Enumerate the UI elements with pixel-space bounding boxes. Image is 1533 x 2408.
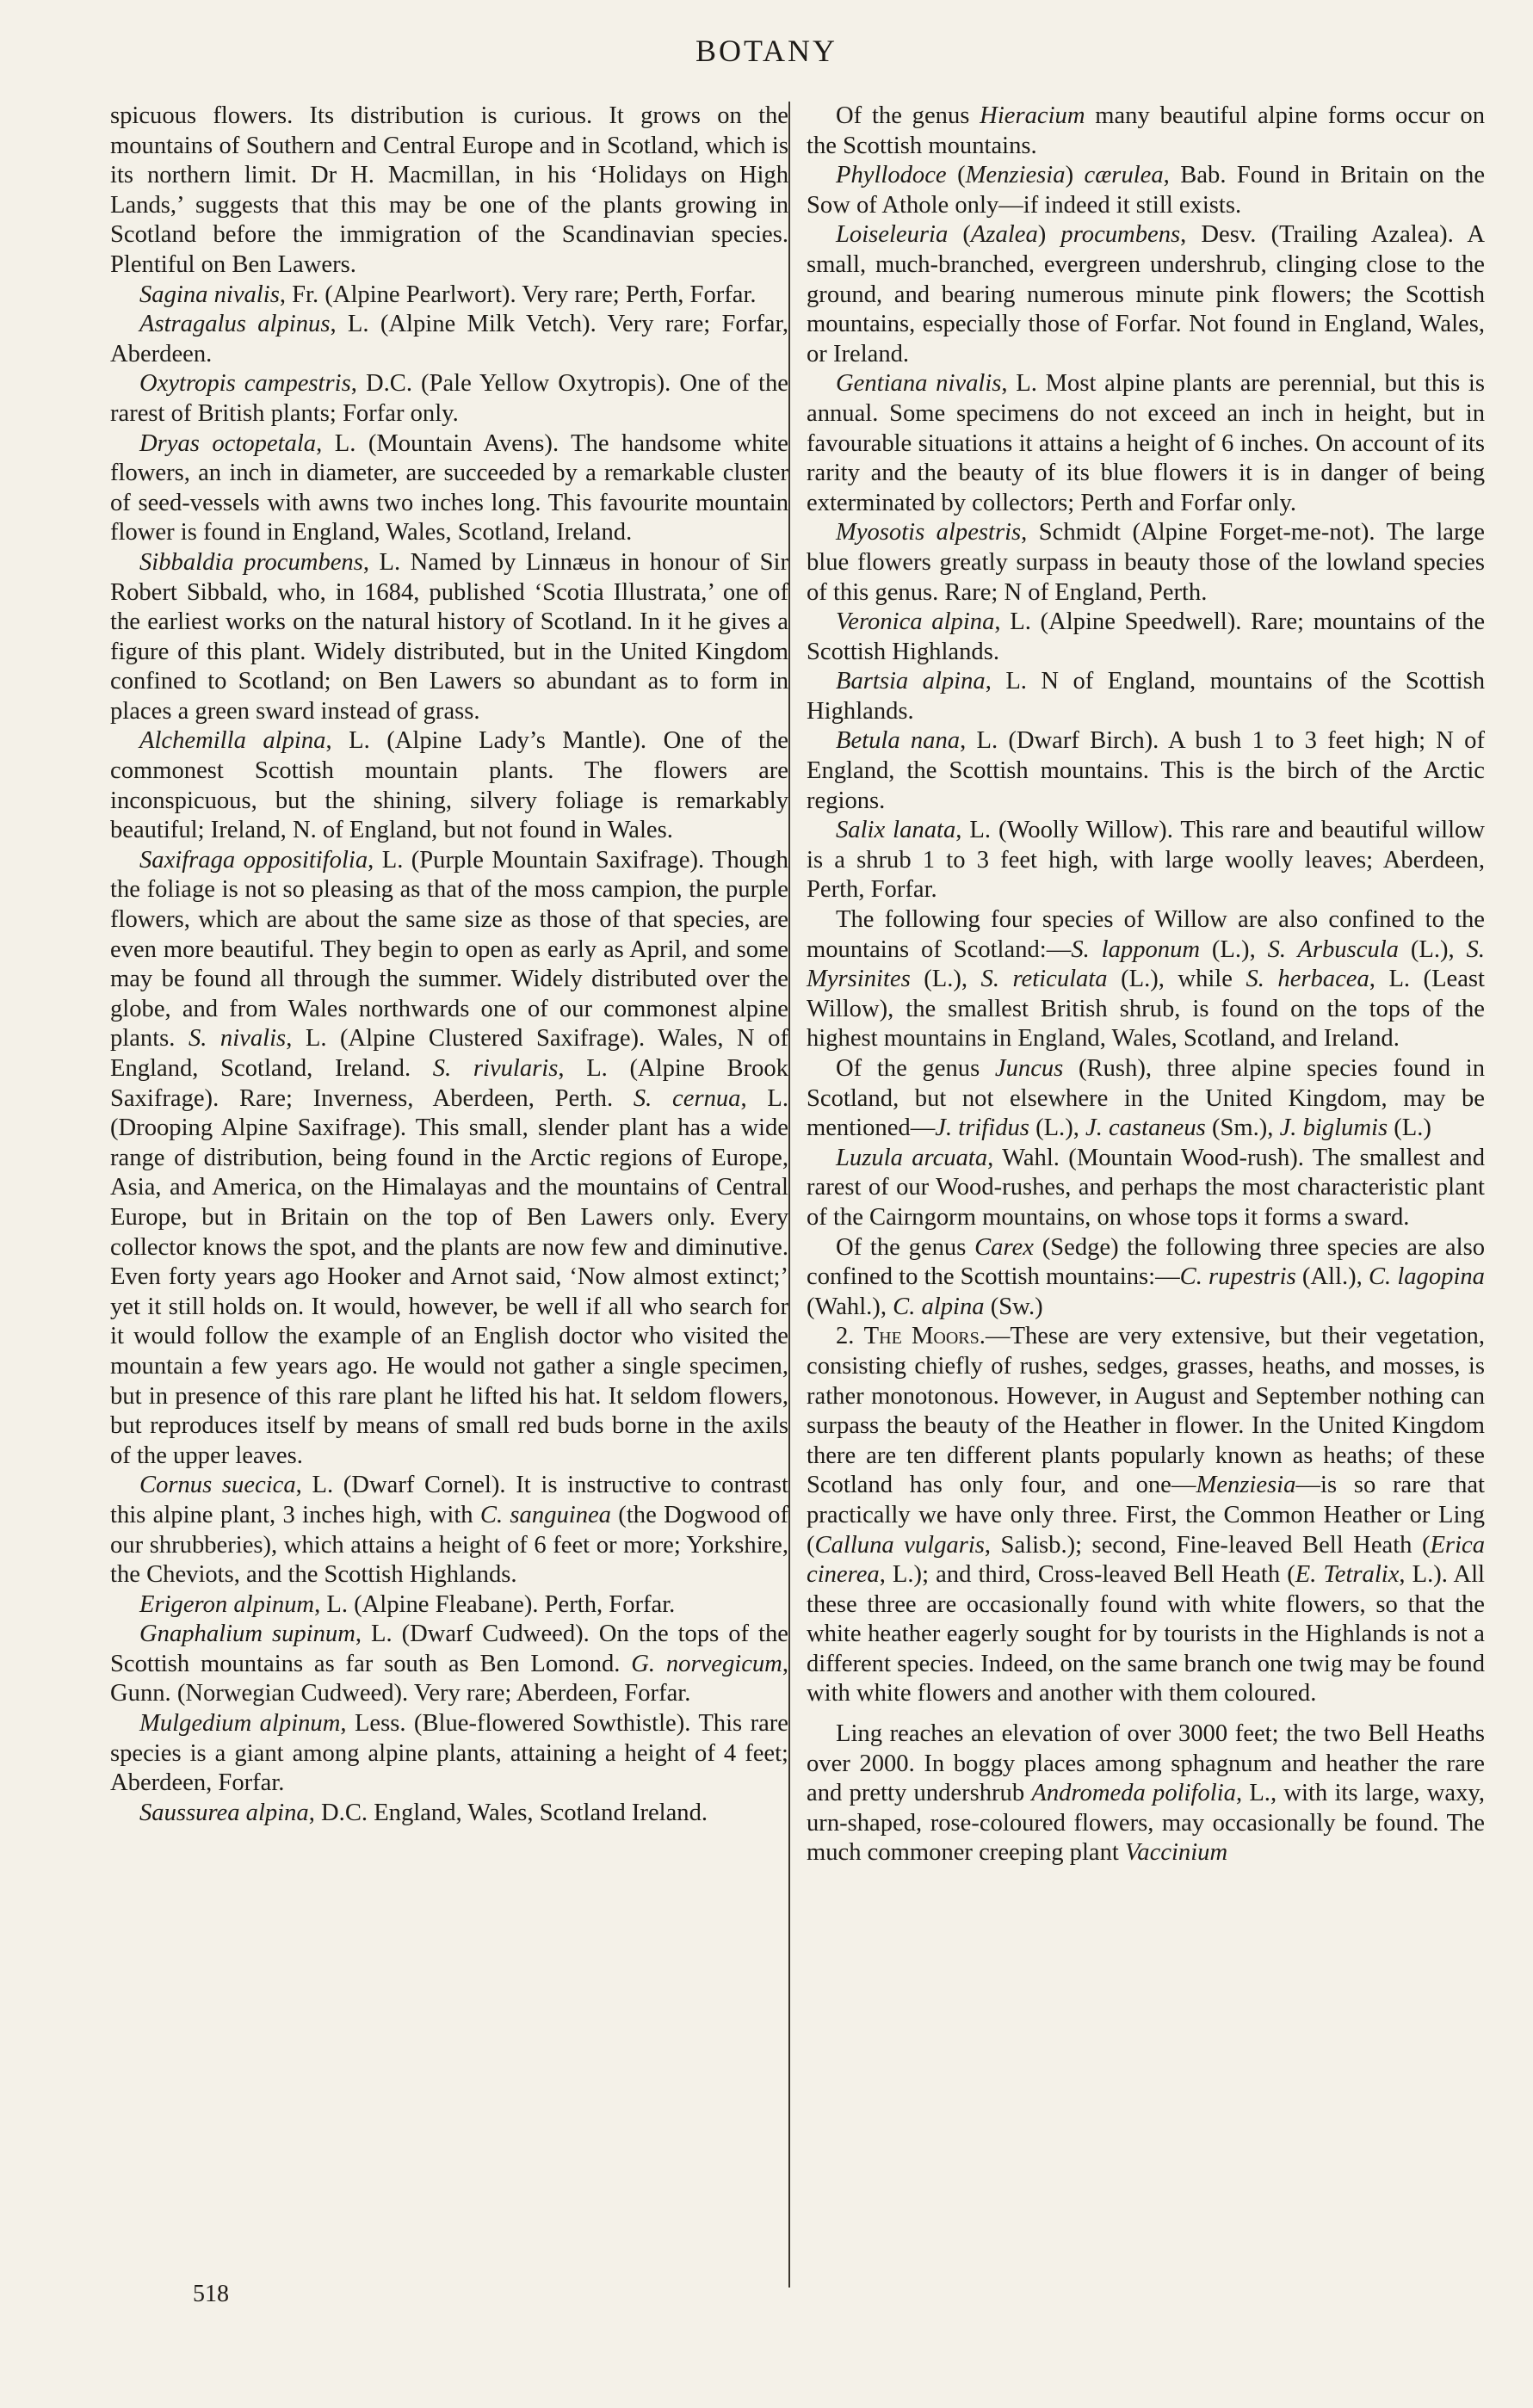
paragraph: Veronica alpina, L. (Alpine Speedwell). Rare; mountains of the Scottish Highlands. bbox=[807, 608, 1486, 665]
right-column bbox=[807, 102, 1485, 1868]
paragraph: Luzula arcuata, Wahl. (Mountain Wood-rush). The smallest and rarest of our Wood-rushes, and perhaps the most characteristic plant of the Cairngorm mountains, on whose tops it forms a sward. bbox=[807, 1144, 1485, 1231]
paragraph: Ling reaches an elevation of over 3000 feet; the two Bell Heaths over 2000. In boggy places among sphagnum and heather the rare and pretty undershrub Andromeda polifolia, L., with its large, waxy, urn-shaped, rose-coloured flowers, may occasionally be found. The much commoner creeping plant Vaccinium bbox=[807, 1720, 1485, 1867]
paragraph: The following four species of Willow are also confined to the mountains of Scotland:—S. lapponum (L.), S. Arbuscula (L.), S. Myrsinites (L.), S. reticulata (L.), while S. herbacea, L. (Least Willow), the smallest British shrub, is found on the tops of the highest mountains in England, Wales, Scotland, and Ireland. bbox=[807, 906, 1486, 1053]
paragraph: Erigeron alpinum, L. (Alpine Fleabane). Perth, Forfar. bbox=[139, 1590, 676, 1618]
paragraph: Mulgedium alpinum, Less. (Blue-flowered Sowthistle). This rare species is a giant among alpine plants, attaining a height of 4 feet; Aberdeen, Forfar. bbox=[110, 1710, 788, 1797]
running-head: BOTANY bbox=[695, 34, 838, 68]
paragraph: 2. The Moors.—These are very extensive, but their vegetation, consisting chiefly of rushes, sedges, grasses, heaths, and mosses, is rather monotonous. However, in August and September nothing can surpass the beauty of the Heather in flower. In the United Kingdom there are ten different plants popularly known as heaths; of these Scotland has only four, and one—Menziesia—is so rare that practically we have only three. First, the Common Heather or Ling (Calluna vulgaris, Salisb.); second, Fine-leaved Bell Heath (Erica cinerea, L.); and third, Cross-leaved Bell Heath (E. Tetralix, L.). All these three are occasionally found with white flowers, so that the white heather eagerly sought for by tourists in the Highlands is not a different species. Indeed, on the same branch one twig may be found with white flowers and another with them coloured. bbox=[807, 1323, 1486, 1707]
paragraph: Saussurea alpina, D.C. England, Wales, Scotland Ireland. bbox=[139, 1799, 708, 1826]
paragraph: Loiseleuria (Azalea) procumbens, Desv. (Trailing Azalea). A small, much-branched, evergreen undershrub, clinging close to the ground, and bearing numerous minute pink flowers; the Scottish mountains, especially those of Forfar. Not found in England, Wales, or Ireland. bbox=[807, 221, 1485, 367]
paragraph: Betula nana, L. (Dwarf Birch). A bush 1 to 3 feet high; N of England, the Scottish mountains. This is the birch of the Arctic regions. bbox=[807, 727, 1485, 814]
paragraph: Sibbaldia procumbens, L. Named by Linnæus in honour of Sir Robert Sibbald, who, in 1684, published ‘Scotia Illustrata,’ one of the earliest works on the natural history of Scotland. In it he gives a figure of this plant. Widely distributed, but in the United Kingdom confined to Scotland; on Ben Lawers so abundant as to form in places a green sward instead of grass. bbox=[110, 548, 788, 725]
paragraph: Saxifraga oppositifolia, L. (Purple Mountain Saxifrage). Though the foliage is not so pleasing as that of the moss campion, the purple flowers, which are about the same size as those of that species, are even more beautiful. They begin to open as early as April, and some may be found all through the summer. Widely distributed over the globe, and from Wales northwards one of our commonest alpine plants. S. nivalis, L. (Alpine Clustered Saxifrage). Wales, N of England, Scotland, Ireland. S. rivularis, L. (Alpine Brook Saxifrage). Rare; Inverness, Aberdeen, Perth. S. cernua, L. (Drooping Alpine Saxifrage). This small, slender plant has a wide range of distribution, being found in the Arctic regions of Europe, Asia, and America, on the Himalayas and the mountains of Central Europe, but in Britain on the top of Ben Lawers only. Every collector knows the spot, and the plants are now few and diminutive. Even forty years ago Hooker and Arnot said, ‘Now almost extinct;’ yet it still holds on. It would, however, be well if all who search for it would follow the example of an English doctor who visited the mountain a few years ago. He would not gather a single specimen, but in presence of this rare plant he lifted his hat. It seldom flowers, but reproduces itself by means of small red buds borne in the axils of the upper leaves. bbox=[110, 846, 788, 1469]
page-number: 518 bbox=[193, 2281, 229, 2307]
paragraph: Alchemilla alpina, L. (Alpine Lady’s Mantle). One of the commonest Scottish mountain plants. The flowers are inconspicuous, but the shining, silvery foliage is remarkably beautiful; Ireland, N. of England, but not found in Wales. bbox=[110, 727, 788, 844]
left-column bbox=[110, 102, 788, 1828]
paragraph: Of the genus Hieracium many beautiful alpine forms occur on the Scottish mountains. bbox=[807, 102, 1485, 159]
paragraph: Salix lanata, L. (Woolly Willow). This rare and beautiful willow is a shrub 1 to 3 feet high, with large woolly leaves; Aberdeen, Perth, Forfar. bbox=[807, 817, 1485, 904]
paragraph: Of the genus Juncus (Rush), three alpine species found in Scotland, but not elsewhere in the United Kingdom, may be mentioned—J. trifidus (L.), J. castaneus (Sm.), J. biglumis (L.) bbox=[807, 1055, 1485, 1142]
paragraph: Of the genus Carex (Sedge) the following three species are also confined to the Scottish mountains:—C. rupestris (All.), C. lagopina (Wahl.), C. alpina (Sw.) bbox=[807, 1233, 1485, 1320]
paragraph: Cornus suecica, L. (Dwarf Cornel). It is instructive to contrast this alpine plant, 3 inches high, with C. sanguinea (the Dogwood of our shrubberies), which attains a height of 6 feet or more; Yorkshire, the Cheviots, and the Scottish Highlands. bbox=[110, 1472, 788, 1589]
paragraph: spicuous flowers. Its distribution is curious. It grows on the mountains of Southern and Central Europe and in Scotland, which is its northern limit. Dr H. Macmillan, in his ‘Holidays on High Lands,’ suggests that this may be one of the plants growing in Scotland before the immigration of the Scandinavian species. Plentiful on Ben Lawers. bbox=[110, 102, 788, 278]
paragraph: Phyllodoce (Menziesia) cærulea, Bab. Found in Britain on the Sow of Athole only—if indeed it still exists. bbox=[807, 162, 1486, 219]
paragraph: Dryas octopetala, L. (Mountain Avens). The handsome white flowers, an inch in diameter, are succeeded by a remarkable cluster of seed-vessels with awns two inches long. This favourite mountain flower is found in England, Wales, Scotland, Ireland. bbox=[110, 429, 788, 546]
paragraph: Astragalus alpinus, L. (Alpine Milk Vetch). Very rare; Forfar, Aberdeen. bbox=[110, 311, 788, 367]
paragraph: Gentiana nivalis, L. Most alpine plants are perennial, but this is annual. Some specimens do not exceed an inch in height, but in favourable situations it attains a height of 6 inches. On account of its rarity and the beauty of its blue flowers it is in danger of being exterminated by collectors; Perth and Forfar only. bbox=[807, 370, 1485, 516]
paragraph: Myosotis alpestris, Schmidt (Alpine Forget-me-not). The large blue flowers greatly surpass in beauty those of the lowland species of this genus. Rare; N of England, Perth. bbox=[807, 519, 1485, 606]
column-divider bbox=[788, 102, 790, 2288]
paragraph: Bartsia alpina, L. N of England, mountains of the Scottish Highlands. bbox=[807, 668, 1485, 725]
paragraph: Gnaphalium supinum, L. (Dwarf Cudweed). On the tops of the Scottish mountains as far south as Ben Lomond. G. norvegicum, Gunn. (Norwegian Cudweed). Very rare; Aberdeen, Forfar. bbox=[110, 1621, 788, 1707]
paragraph: Sagina nivalis, Fr. (Alpine Pearlwort). Very rare; Perth, Forfar. bbox=[139, 281, 757, 308]
paragraph: Oxytropis campestris, D.C. (Pale Yellow Oxytropis). One of the rarest of British plants; Forfar only. bbox=[110, 370, 788, 427]
